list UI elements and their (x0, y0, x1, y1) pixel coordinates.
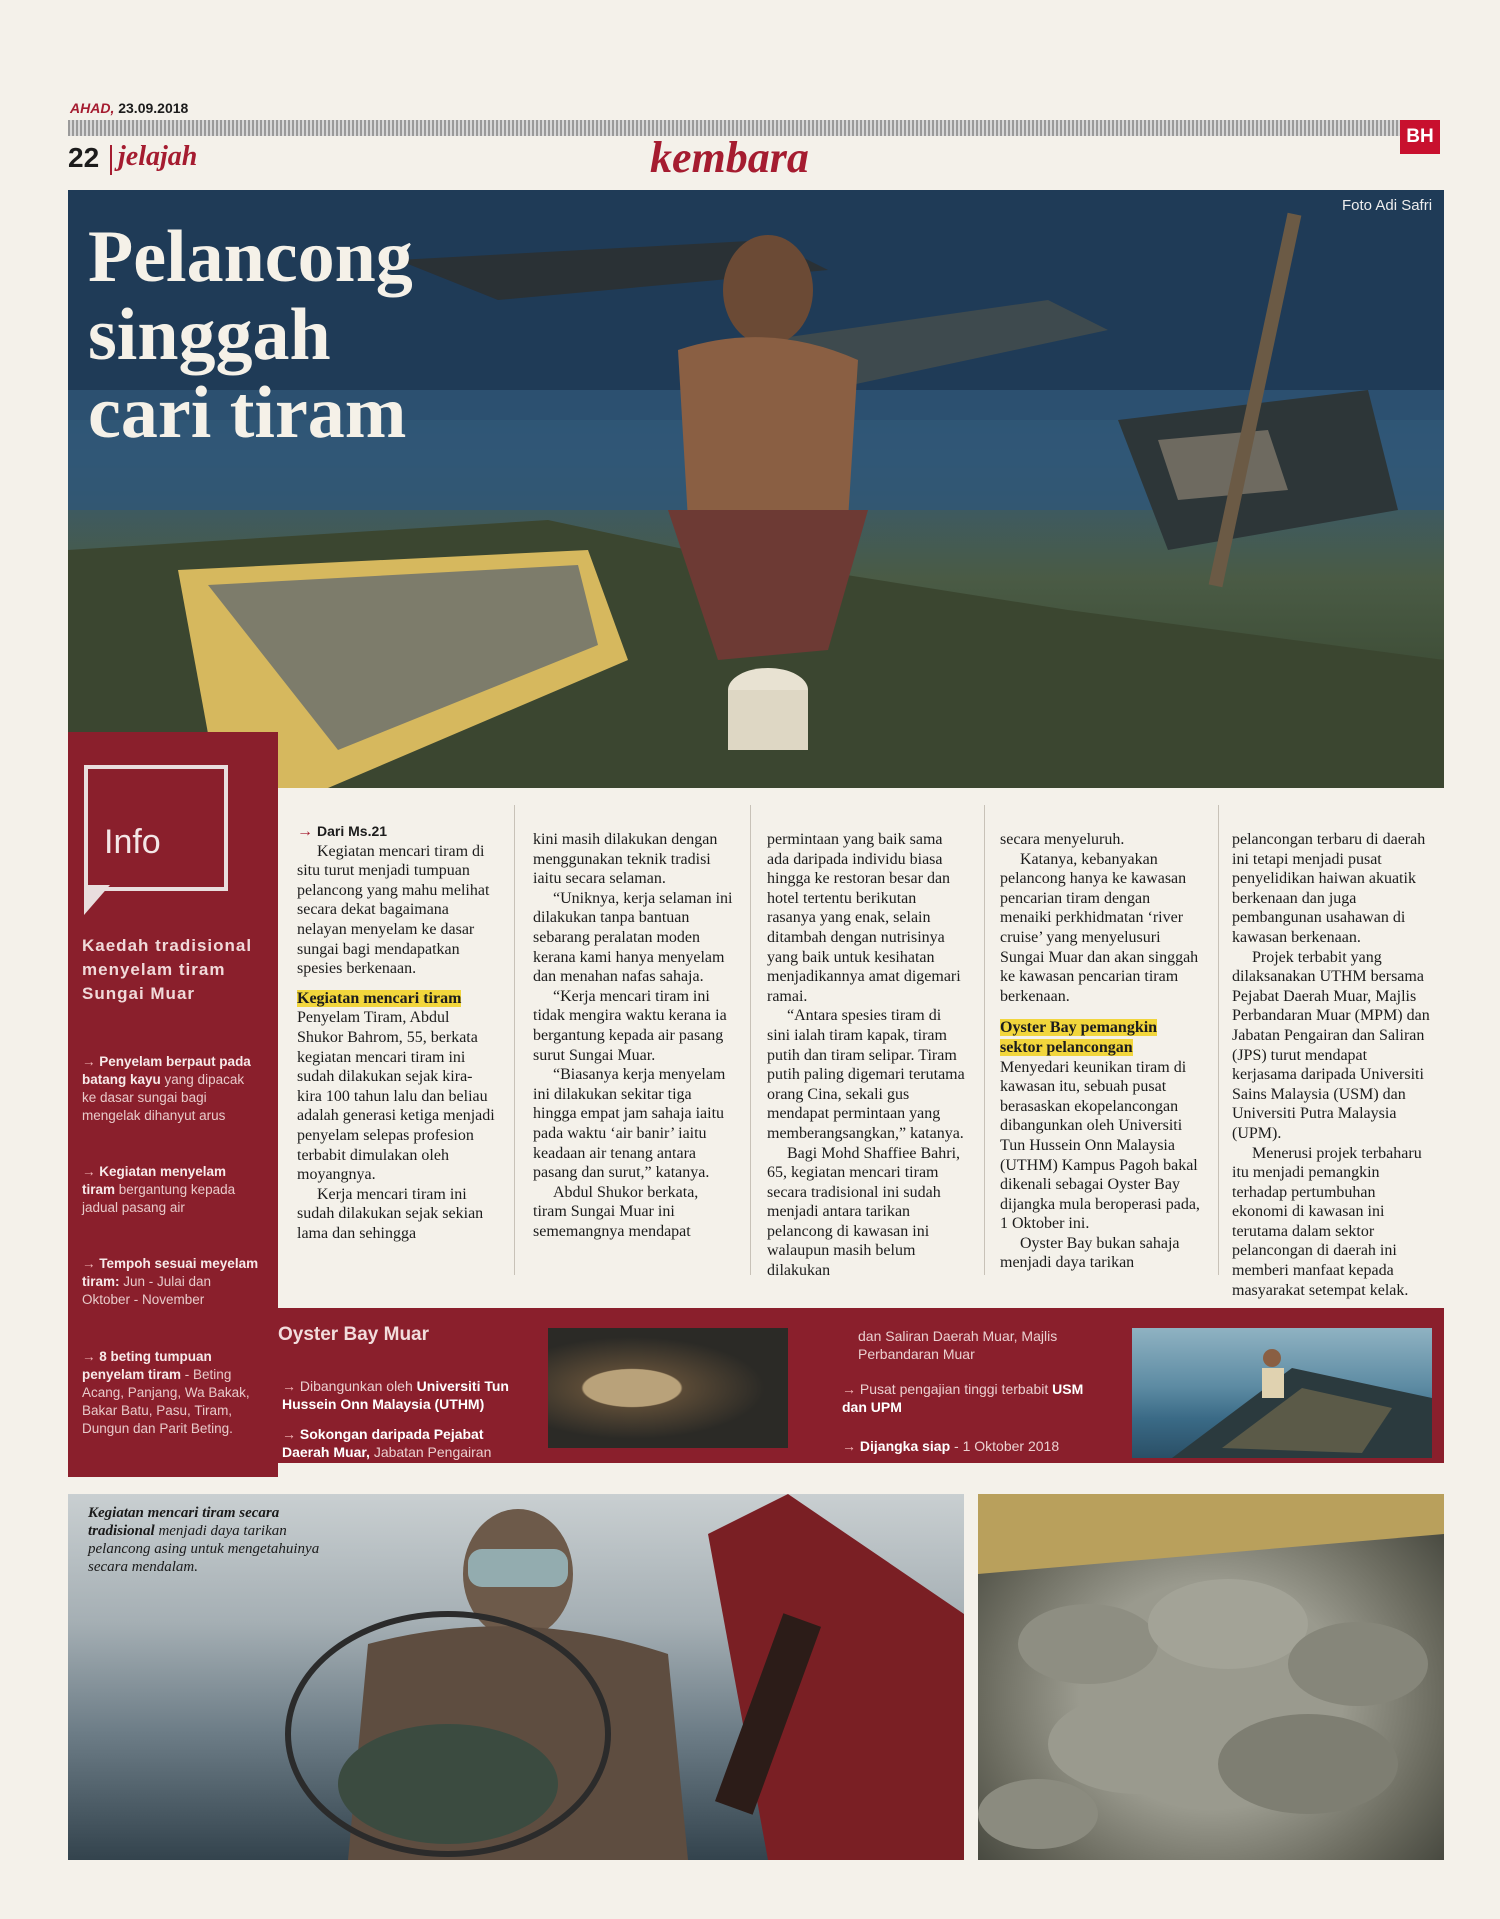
factbox-item (842, 1437, 1108, 1455)
arrow-right-icon: → (282, 1426, 296, 1442)
arrow-right-icon: → (842, 1381, 856, 1397)
paragraph: secara menyeluruh. (1000, 831, 1125, 848)
section-title: kembara (650, 133, 809, 182)
paragraph: Projek terbabit yang dilaksanakan UTHM bersama Pejabat Daerah Muar, Majlis Perbandaran Muar (MPM) dan Jabatan Pengairan dan Saliran (JPS) turut mendapat kerjasama daripada Universiti Sains Malaysia (USM) dan Universiti Putra Malaysia (UPM). (1232, 948, 1430, 1142)
arrow-right-icon: → (282, 1378, 296, 1394)
headline-line-3: cari tiram (88, 372, 407, 454)
headline-line-1: Pelancong (88, 216, 413, 298)
page-number: 22 (68, 142, 100, 173)
paragraph: Penyelam Tiram, Abdul Shukor Bahrom, 55, berkata kegiatan mencari tiram ini sudah dilakukan sejak kira-kira 100 tahun lalu dan beliau adalah generasi ketiga menjadi penyelam selepas profesion terbabit dimulakan oleh moyangnya. (297, 1009, 495, 1184)
photo-credit: Foto Adi Safri (1342, 197, 1433, 214)
arrow-right-icon: → (82, 1349, 96, 1364)
info-item (82, 1163, 262, 1217)
paragraph: Kegiatan mencari tiram di situ turut menjadi tumpuan pelancong yang mahu melihat secara dekat bagaimana nelayan menyelam ke dasar sungai bagi mendapatkan spesies berkenaan. (297, 842, 490, 978)
bh-logo: BH (1400, 120, 1440, 154)
oyster-pile-illustration (978, 1494, 1444, 1860)
continued-from (297, 822, 497, 842)
arrow-right-icon: → (82, 1054, 96, 1069)
factbox-title: Oyster Bay Muar (278, 1324, 430, 1345)
issue-day: AHAD, (70, 100, 115, 116)
boat-photo (1132, 1328, 1432, 1458)
boat-photo-illustration (1132, 1328, 1432, 1458)
paragraph: Menerusi projek terbaharu itu menjadi pemangkin terhadap pertumbuhan ekonomi di kawasan ini terutama dalam sektor pelancongan di daerah ini memberi manfaat kepada masyarakat setempat kelak. (1232, 1144, 1422, 1299)
headline-line-2: singgah (88, 294, 331, 376)
photo-caption-bold: Kegiatan mencari tiram secara tradisional (88, 1505, 280, 1539)
page-separator (110, 145, 112, 175)
article-column-1 (297, 822, 497, 1243)
paragraph: permintaan yang baik sama ada daripada individu biasa hingga ke restoran besar dan hotel tertentu berikutan rasanya yang enak, selain ditambah dengan nutrisinya yang baik untuk kesihatan menjadikannya amat digemari ramai. (767, 831, 961, 1005)
issue-date (70, 100, 188, 116)
section-name: jelajah (118, 141, 198, 172)
column-divider (984, 805, 985, 1275)
issue-date-value: 23.09.2018 (118, 100, 189, 116)
continued-from-label: Dari Ms.21 (317, 823, 388, 839)
paragraph: kini masih dilakukan dengan menggunakan teknik tradisi iaitu secara selaman. (533, 831, 718, 888)
factbox-item (282, 1377, 532, 1413)
paragraph: “Kerja mencari tiram ini tidak mengira waktu kerana ia bergantung kepada air pasang surut Sungai Muar. (533, 987, 727, 1064)
subheading (297, 989, 497, 1009)
oyster-photo (548, 1328, 788, 1448)
subheading (1000, 1018, 1200, 1057)
info-item-bold: 8 beting tumpuan penyelam tiram (82, 1349, 212, 1382)
column-divider (1218, 805, 1219, 1275)
factbox-item-bold: Sokongan daripada Pejabat Daerah Muar, (282, 1426, 484, 1460)
paragraph: Bagi Mohd Shaffiee Bahri, 65, kegiatan mencari tiram secara tradisional ini sudah menjadi antara tarikan pelancong di kawasan ini walaupun masih belum dilakukan (767, 1144, 961, 1280)
factbox-item (282, 1425, 532, 1461)
factbox-item-bold: USM dan UPM (842, 1381, 1084, 1415)
photo-caption-text: menjadi daya tarikan pelancong asing untuk mengetahuinya secara mendalam. (88, 1523, 320, 1575)
column-divider (514, 805, 515, 1275)
headline (88, 218, 413, 452)
paragraph: pelancongan terbaru di daerah ini tetapi menjadi pusat penyelidikan haiwan akuatik berkenaan dan juga pembangunan usahawan di kawasan berkenaan. (1232, 831, 1426, 946)
oyster-pile-photo (978, 1494, 1444, 1860)
paragraph: Abdul Shukor berkata, tiram Sungai Muar ini sememangnya mendapat (533, 1183, 699, 1240)
article-column-2 (533, 830, 733, 1241)
info-item-text: bergantung kepada jadual pasang air (82, 1182, 236, 1215)
photo-caption (88, 1504, 348, 1576)
info-item-bold: Penyelam berpaut pada batang kayu (82, 1054, 251, 1087)
article-column-5 (1232, 830, 1432, 1300)
info-item-text: - Beting Acang, Panjang, Wa Bakak, Bakar Batu, Pasu, Tiram, Dungun dan Parit Beting. (82, 1367, 250, 1436)
info-bubble-tail (84, 885, 110, 915)
paragraph: Katanya, kebanyakan pelancong hanya ke kawasan pencarian tiram dengan menaiki perkhidmatan ‘river cruise’ yang menyelusuri Sungai Muar dan akan singgah ke kawasan pencarian tiram berkenaan. (1000, 850, 1199, 1005)
info-item-text: Jun - Julai dan Oktober - November (82, 1274, 212, 1307)
factbox-item-text: - 1 Oktober 2018 (950, 1438, 1060, 1454)
factbox-item-continued: dan Saliran Daerah Muar, Majlis Perbandaran Muar (858, 1328, 1058, 1362)
info-item (82, 1255, 262, 1309)
paragraph: “Biasanya kerja menyelam ini dilakukan sekitar tiga hingga empat jam sahaja iaitu pada waktu ‘air banir’ iaitu keadaan air tenang antara pasang dan surut,” katanya. (533, 1066, 726, 1182)
factbox-item-text: Pusat pengajian tinggi terbabit (859, 1381, 1049, 1397)
article-column-4 (1000, 830, 1200, 1273)
paragraph: Menyedari keunikan tiram di kawasan itu, sebuah pusat berasaskan ekopelancongan dibangunkan oleh Universiti Tun Hussein Onn Malaysia (UTHM) Kampus Pagoh bakal dikenali sebagai Oyster Bay dijangka mula beroperasi pada, 1 Oktober ini. (1000, 1058, 1200, 1233)
subheading-text: Kegiatan mencari tiram (297, 989, 462, 1007)
info-item-bold: Tempoh sesuai meyelam tiram: (82, 1256, 259, 1289)
arrow-right-icon: → (297, 823, 313, 840)
column-divider (750, 805, 751, 1275)
paragraph: “Antara spesies tiram di sini ialah tiram kapak, tiram putih dan tiram selipar. Tiram putih paling digemari terutama orang Cina, sekali gus mendapat permintaan yang memberangsangkan,” katanya. (767, 1007, 965, 1142)
article-column-3 (767, 830, 967, 1281)
factbox-item-text: Dibangunkan oleh (299, 1378, 413, 1394)
paragraph: Oyster Bay bukan sahaja menjadi daya tarikan (1000, 1234, 1180, 1272)
arrow-right-icon: → (82, 1256, 96, 1271)
info-label: Info (104, 823, 161, 861)
factbox-item-bold: Dijangka siap (859, 1438, 951, 1454)
factbox-item-bold: Universiti Tun Hussein Onn Malaysia (UTHM) (282, 1378, 509, 1412)
info-item (82, 1348, 262, 1438)
paragraph: Kerja mencari tiram ini sudah dilakukan sejak sekian lama dan sehingga (297, 1185, 484, 1242)
arrow-right-icon: → (82, 1164, 96, 1179)
factbox-item (842, 1380, 1108, 1416)
info-item (82, 1053, 262, 1125)
factbox-item-text: Jabatan Pengairan (369, 1444, 492, 1460)
arrow-right-icon: → (842, 1438, 856, 1454)
info-item-bold: Kegiatan menyelam tiram (82, 1164, 227, 1197)
info-title: Kaedah tradisional menyelam tiram Sungai Muar (82, 936, 253, 1003)
paragraph: “Uniknya, kerja selaman ini dilakukan tanpa bantuan sebarang peralatan moden kerana kami hanya menyelam dan menahan nafas sahaja. (533, 889, 733, 986)
subheading-text: Oyster Bay pemangkin sektor pelancongan (1000, 1019, 1158, 1056)
info-item-text: yang dipacak ke dasar sungai bagi mengelak dihanyut arus (82, 1072, 245, 1123)
